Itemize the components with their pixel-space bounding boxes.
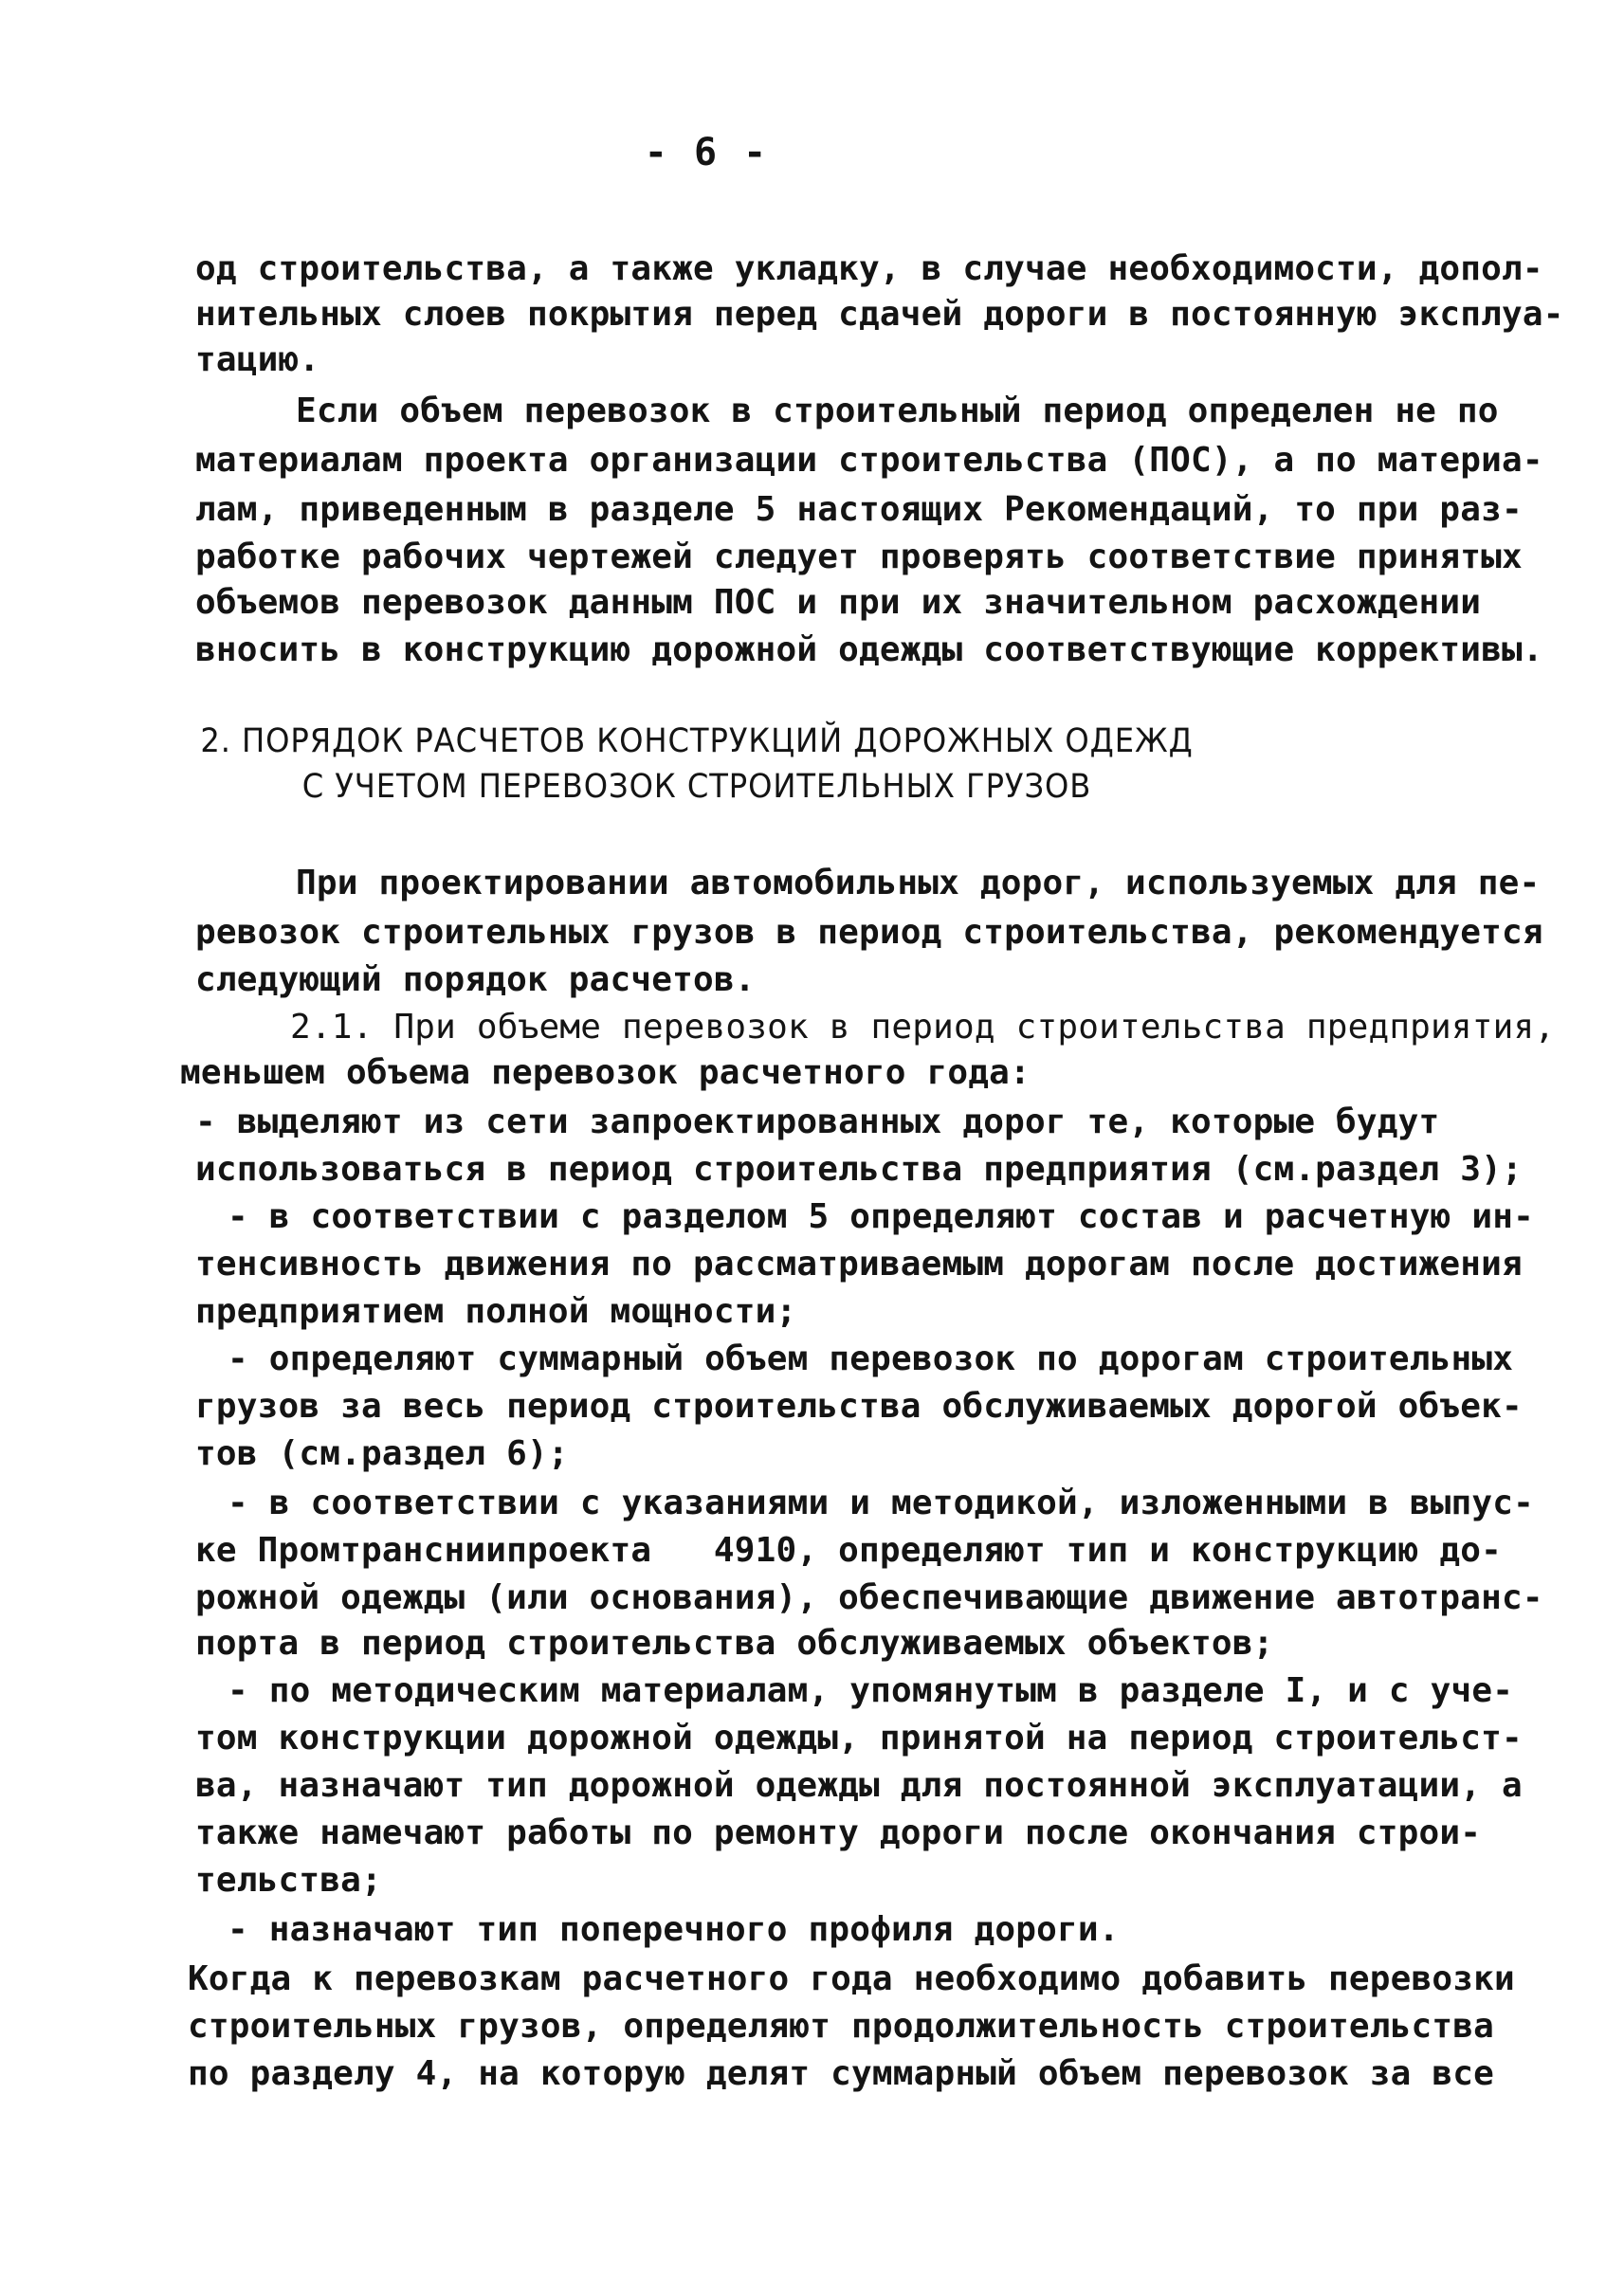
list-item: тенсивность движения по рассматриваемым дорогам после достижения — [195, 1245, 1523, 1284]
text-line: работке рабочих чертежей следует проверять соответствие принятых — [195, 537, 1523, 576]
text-line: материалам проекта организации строительства (ПОС), а по материа- — [195, 441, 1543, 480]
text-line: лам, приведенным в разделе 5 настоящих Рекомендаций, то при раз- — [195, 490, 1523, 529]
list-item: тельства; — [195, 1861, 382, 1900]
list-item: - в соответствии с разделом 5 определяют состав и расчетную ин- — [228, 1197, 1535, 1236]
list-item: использоваться в период строительства предприятия (см.раздел 3); — [195, 1150, 1523, 1189]
text-line: ревозок строительных грузов в период строительства, рекомендуется — [195, 913, 1543, 952]
text-line: Когда к перевозкам расчетного года необходимо добавить перевозки — [188, 1959, 1515, 1998]
list-item: - по методическим материалам, упомянутым в разделе I, и с уче- — [228, 1671, 1514, 1710]
section-heading-line-2: С УЧЕТОМ ПЕРЕВОЗОК СТРОИТЕЛЬНЫХ ГРУЗОВ — [301, 768, 1092, 806]
list-item: грузов за весь период строительства обслуживаемых дорогой объек- — [195, 1387, 1523, 1426]
list-item: ке Промтрансниипроекта 4910, определяют тип и конструкцию до- — [195, 1531, 1503, 1570]
list-item: порта в период строительства обслуживаемых объектов; — [195, 1624, 1274, 1663]
text-line: Если объем перевозок в строительный период определен не по — [296, 392, 1499, 430]
page-number: - 6 - — [644, 131, 769, 174]
text-line: по разделу 4, на которую делят суммарный объем перевозок за все — [188, 2054, 1495, 2093]
text-line: нительных слоев покрытия перед сдачей дороги в постоянную эксплуа- — [195, 295, 1564, 334]
text-line: меньшем объема перевозок расчетного года: — [180, 1053, 1031, 1092]
list-item: ва, назначают тип дорожной одежды для постоянной эксплуатации, а — [195, 1766, 1523, 1805]
text-line: од строительства, а также укладку, в случае необходимости, допол- — [195, 249, 1543, 288]
list-item: также намечают работы по ремонту дороги после окончания строи- — [195, 1813, 1482, 1852]
text-line: следующий порядок расчетов. — [195, 960, 756, 999]
list-item: том конструкции дорожной одежды, принятой на период строительст- — [195, 1719, 1523, 1758]
list-item: рожной одежды (или основания), обеспечивающие движение автотранс- — [195, 1578, 1543, 1617]
list-item: предприятием полной мощности; — [195, 1292, 797, 1331]
text-line: тацию. — [195, 340, 320, 379]
list-item: - в соответствии с указаниями и методикой, изложенными в выпус- — [228, 1484, 1535, 1522]
list-item: тов (см.раздел 6); — [195, 1434, 569, 1473]
clause-2-1: 2.1. При объеме перевозок в период строительства предприятия, — [290, 1008, 1556, 1047]
text-line: строительных грузов, определяют продолжительность строительства — [188, 2007, 1495, 2046]
text-line: вносить в конструкцию дорожной одежды соответствующие коррективы. — [195, 630, 1543, 669]
section-heading-line-1: 2. ПОРЯДОК РАСЧЕТОВ КОНСТРУКЦИЙ ДОРОЖНЫХ ОДЕЖД — [200, 722, 1194, 760]
list-item: - назначают тип поперечного профиля дороги. — [228, 1910, 1120, 1949]
text-line: объемов перевозок данным ПОС и при их значительном расхождении — [195, 583, 1482, 622]
text-line: При проектировании автомобильных дорог, используемых для пе- — [296, 864, 1541, 902]
list-item: - выделяют из сети запроектированных дорог те, которые будут — [195, 1102, 1440, 1141]
list-item: - определяют суммарный объем перевозок по дорогам строительных — [228, 1339, 1514, 1378]
